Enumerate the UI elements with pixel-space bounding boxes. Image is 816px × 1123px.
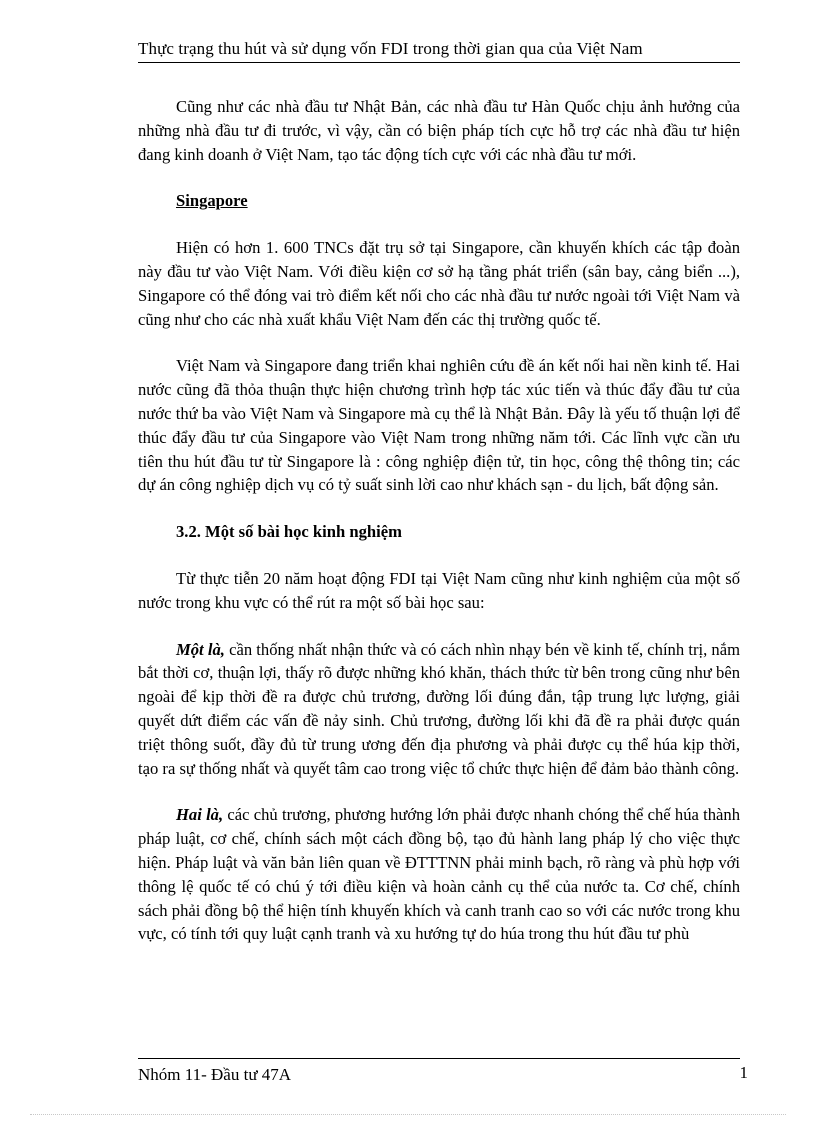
spacer: [138, 544, 740, 567]
spacer: [138, 497, 740, 520]
section-heading-lessons: 3.2. Một số bài học kinh nghiệm: [176, 522, 402, 542]
page-body: [138, 95, 740, 946]
paragraph-lesson-two: [138, 803, 740, 946]
page-number: 1: [739, 1063, 748, 1082]
page-edge-dotted-line: [30, 1114, 786, 1115]
lesson-one-lead: Một là,: [176, 639, 225, 659]
singapore-heading: Singapore: [176, 191, 248, 211]
spacer: [138, 331, 740, 354]
footer-divider: [138, 1058, 740, 1059]
paragraph-vietnam-singapore: Việt Nam và Singapore đang triển khai nghiên cứu đề án kết nối hai nền kinh tế. Hai nước cũng đã thỏa thuận thực hiện chương trình hợp tác xúc tiến và thúc đẩy đầu tư của nước thứ ba vào Việt Nam và Singapore mà cụ thể là Nhật Bản. Đây là yếu tố thuận lợi để thúc đẩy đầu tư của Singapore vào Việt Nam trong những năm tới. Các lĩnh vực cần ưu tiên thu hút đầu tư từ Singapore là : công nghiệp điện tử, tin học, công thệ thông tin; các dự án công nghiệp dịch vụ có tỷ suất sinh lời cao như khách sạn - du lịch, bất động sản.: [138, 356, 740, 495]
footer-group-label: Nhóm 11- Đầu tư 47A: [138, 1065, 292, 1084]
lesson-one-text: cần thống nhất nhận thức và có cách nhìn nhạy bén về kinh tế, chính trị, nắm bắt thời cơ, thuận lợi, thấy rõ được những khó khăn, thách thức từ bên trong cũng như bên ngoài để kịp thời đề ra được chủ trương, đường lối đúng đắn, tập trung lực lượng, giải quyết dứt điểm các vấn đề nảy sinh. Chủ trương, đường lối khi đã đề ra phải được quán triệt thông suốt, đầy đủ từ trung ương đến địa phương và phải được cụ thể húa kịp thời, tạo ra sự thống nhất và quyết tâm cao trong việc tổ chức thực hiện để đảm bảo thành công.: [138, 639, 740, 778]
running-header: Thực trạng thu hút và sử dụng vốn FDI trong thời gian qua của Việt Nam: [138, 39, 643, 58]
lesson-two-lead: Hai là,: [176, 805, 224, 825]
paragraph-korea-investors: Cũng như các nhà đầu tư Nhật Bản, các nhà đầu tư Hàn Quốc chịu ảnh hưởng của những nhà đầu tư đi trước, vì vậy, cần có biện pháp tích cực hỗ trợ các nhà đầu tư hiện đang kinh doanh ở Việt Nam, tạo tác động tích cực với các nhà đầu tư mới.: [138, 97, 740, 164]
paragraph-lesson-one: [138, 638, 740, 781]
lesson-two-text: các chủ trương, phương hướng lớn phải được nhanh chóng thể chế húa thành pháp luật, cơ chế, chính sách một cách đồng bộ, tạo đủ hành lang pháp lý cho việc thực hiện. Pháp luật và văn bản liên quan về ĐTTTNN phải minh bạch, rõ ràng và phù hợp với thông lệ quốc tế có chú ý tới điều kiện và hoàn cảnh cụ thể của nước ta. Cơ chế, chính sách phải đồng bộ thể hiện tính khuyến khích và canh tranh cao so với các nước trong khu vực, có tính tới quy luật cạnh tranh và xu hướng tự do húa trong thu hút đầu tư phù: [138, 805, 740, 944]
spacer: [138, 615, 740, 638]
paragraph-lessons-intro: Từ thực tiễn 20 năm hoạt động FDI tại Việt Nam cũng như kinh nghiệm của một số nước trong khu vực có thể rút ra một số bài học sau:: [138, 568, 740, 612]
spacer: [138, 213, 740, 236]
paragraph-singapore-tncs: Hiện có hơn 1. 600 TNCs đặt trụ sở tại Singapore, cần khuyến khích các tập đoàn này đầu tư vào Việt Nam. Với điều kiện cơ sở hạ tầng phát triển (sân bay, cảng biển ...), Singapore có thể đóng vai trò điểm kết nối cho các nhà đầu tư nước ngoài tới Việt Nam và cũng như cho các nhà xuất khẩu Việt Nam đến các thị trường quốc tế.: [138, 238, 740, 329]
header-divider: [138, 62, 740, 63]
spacer: [138, 780, 740, 803]
spacer: [138, 166, 740, 189]
